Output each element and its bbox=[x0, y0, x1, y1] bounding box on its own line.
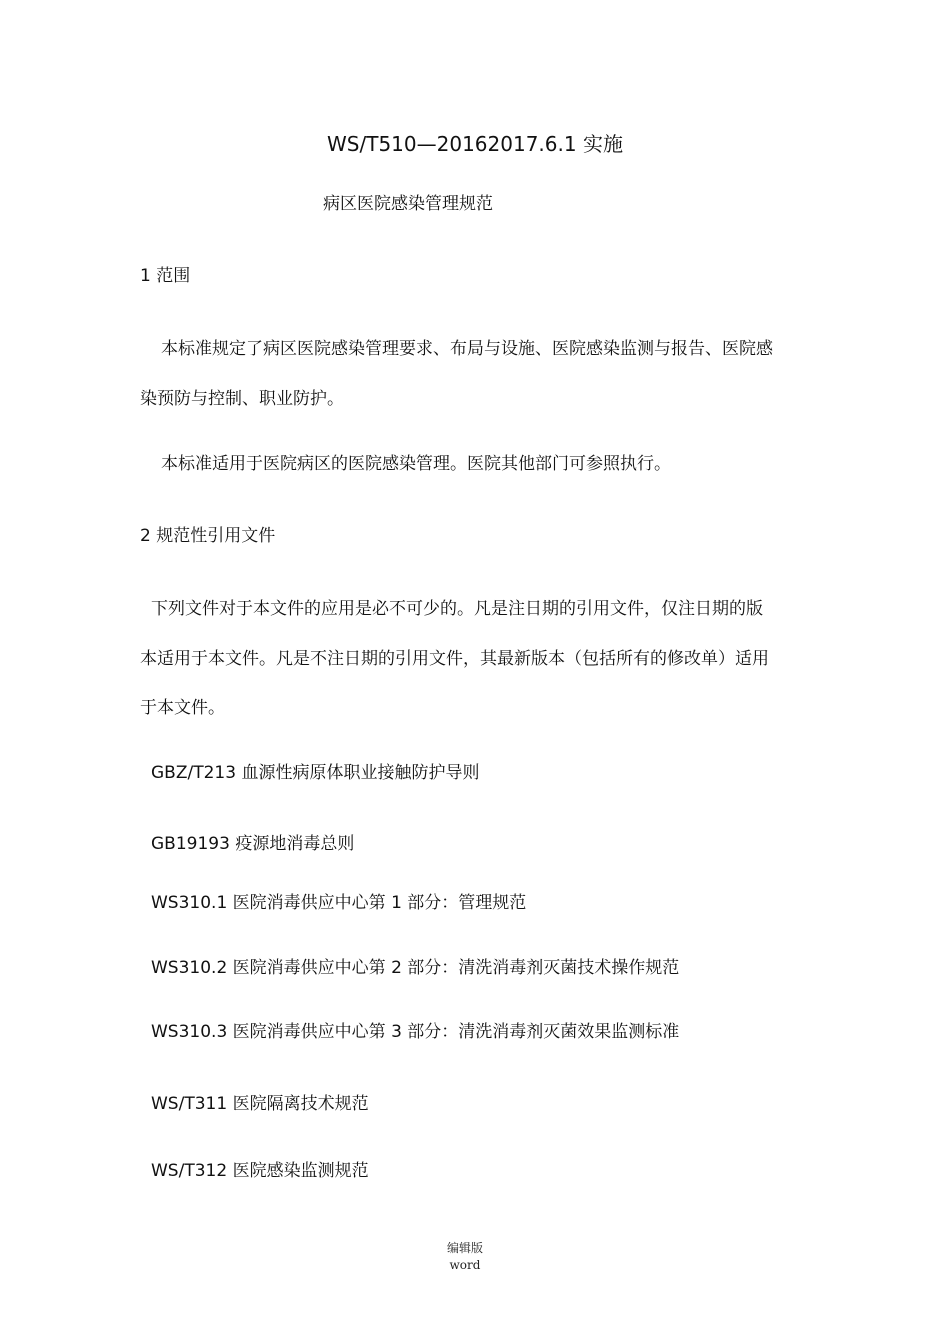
footer-sublabel: word bbox=[449, 1258, 481, 1272]
scope-paragraph-1-line-1: 本标准规定了病区医院感染管理要求、布局与设施、医院感染监测与报告、医院感 bbox=[161, 339, 773, 359]
scope-paragraph-1-line-2: 染预防与控制、职业防护。 bbox=[140, 389, 344, 409]
reference-item: WS/T311 医院隔离技术规范 bbox=[151, 1094, 369, 1114]
footer-label: 编辑版 bbox=[446, 1241, 483, 1255]
section-heading-normative-references: 2 规范性引用文件 bbox=[140, 526, 276, 546]
document-header-title: WS/T510—20162017.6.1 实施 bbox=[327, 132, 623, 156]
reference-item: GBZ/T213 血源性病原体职业接触防护导则 bbox=[151, 763, 480, 783]
references-intro-line-1: 下列文件对于本文件的应用是必不可少的。凡是注日期的引用文件，仅注日期的版 bbox=[151, 599, 763, 619]
document-subtitle: 病区医院感染管理规范 bbox=[323, 194, 493, 214]
references-intro-line-2: 本适用于本文件。凡是不注日期的引用文件，其最新版本（包括所有的修改单）适用 bbox=[140, 649, 769, 669]
reference-item: WS/T312 医院感染监测规范 bbox=[151, 1161, 369, 1181]
reference-item: GB19193 疫源地消毒总则 bbox=[151, 834, 355, 854]
section-heading-scope: 1 范围 bbox=[140, 266, 191, 286]
reference-item: WS310.3 医院消毒供应中心第 3 部分：清洗消毒剂灭菌效果监测标准 bbox=[151, 1022, 680, 1042]
reference-item: WS310.2 医院消毒供应中心第 2 部分：清洗消毒剂灭菌技术操作规范 bbox=[151, 958, 680, 978]
scope-paragraph-2-line-1: 本标准适用于医院病区的医院感染管理。医院其他部门可参照执行。 bbox=[161, 454, 671, 474]
reference-item: WS310.1 医院消毒供应中心第 1 部分：管理规范 bbox=[151, 893, 527, 913]
references-intro-line-3: 于本文件。 bbox=[140, 698, 225, 718]
